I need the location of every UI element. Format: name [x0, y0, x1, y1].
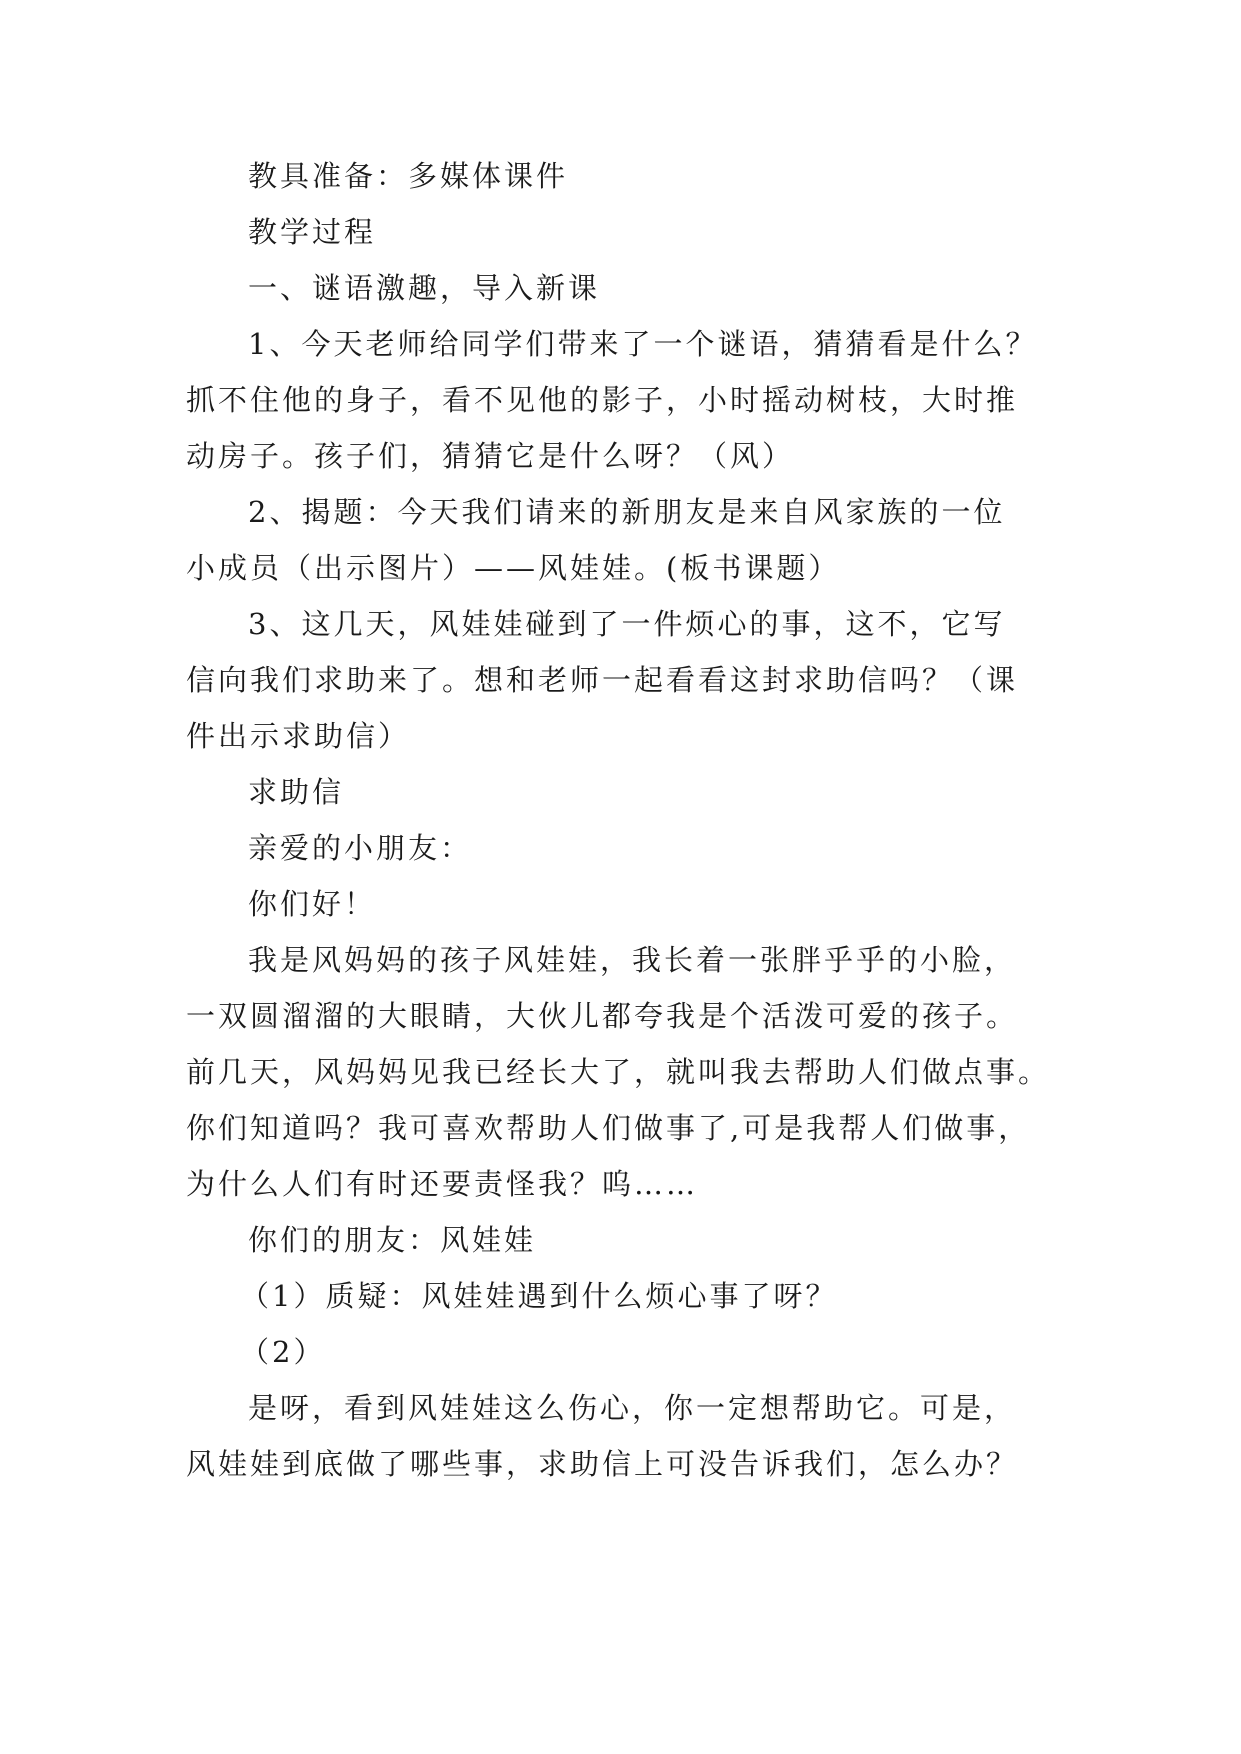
- question-line: （1）质疑：风娃娃遇到什么烦心事了呀？: [240, 1279, 838, 1313]
- letter-body-line: 一双圆溜溜的大眼睛，大伙儿都夸我是个活泼可爱的孩子。: [186, 999, 1019, 1033]
- subsection-heading: 一、谜语激趣，导入新课: [248, 271, 601, 305]
- paragraph-line: 教具准备：多媒体课件: [248, 159, 569, 193]
- paragraph-line: 风娃娃到底做了哪些事，求助信上可没告诉我们，怎么办？: [186, 1447, 1019, 1481]
- letter-body-line: 前几天，风妈妈见我已经长大了，就叫我去帮助人们做点事。: [186, 1055, 1051, 1089]
- letter-signature: 你们的朋友：风娃娃: [248, 1223, 537, 1257]
- letter-greeting: 你们好！: [248, 887, 377, 921]
- paragraph-line: 2、揭题：今天我们请来的新朋友是来自风家族的一位: [248, 495, 1006, 529]
- paragraph-line: 1、今天老师给同学们带来了一个谜语，猜猜看是什么？: [248, 327, 1038, 361]
- letter-salutation: 亲爱的小朋友：: [248, 831, 473, 865]
- letter-body-line: 你们知道吗？我可喜欢帮助人们做事了,可是我帮人们做事，: [186, 1111, 1031, 1145]
- paragraph-line: 信向我们求助来了。想和老师一起看看这封求助信吗？（课: [186, 663, 1019, 697]
- paragraph-line: 小成员（出示图片）——风娃娃。(板书课题）: [186, 551, 841, 585]
- paragraph-line: 3、这几天，风娃娃碰到了一件烦心的事，这不，它写: [248, 607, 1006, 641]
- section-heading: 教学过程: [248, 215, 377, 249]
- paragraph-line: 动房子。孩子们，猜猜它是什么呀？（风）: [186, 439, 795, 473]
- letter-title: 求助信: [248, 775, 345, 809]
- question-line: （2）: [240, 1335, 326, 1369]
- paragraph-line: 件出示求助信）: [186, 719, 411, 753]
- letter-body-line: 我是风妈妈的孩子风娃娃，我长着一张胖乎乎的小脸，: [248, 943, 1017, 977]
- paragraph-line: 抓不住他的身子，看不见他的影子，小时摇动树枝，大时推: [186, 383, 1019, 417]
- document-body: [186, 148, 1051, 1492]
- letter-body-line: 为什么人们有时还要责怪我？呜……: [186, 1167, 699, 1201]
- paragraph-line: 是呀，看到风娃娃这么伤心，你一定想帮助它。可是，: [248, 1391, 1017, 1425]
